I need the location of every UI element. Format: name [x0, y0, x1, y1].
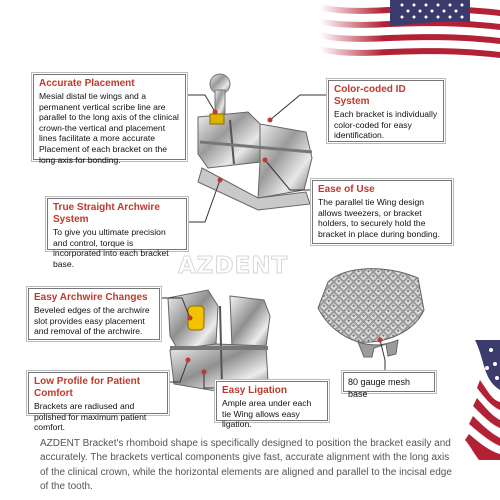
callout-body: To give you ultimate precision and control, torque is incorporated into each bracket base.: [53, 227, 169, 269]
callout-color-coded: [328, 80, 444, 142]
product-description: AZDENT Bracket's rhomboid shape is specifically designed to position the bracket easily and accurately. The brackets vertical components give fast, accurate alignment with the long axis of the clinical crown, while the horizontal elements are aligned and parallel to the incisal edge of the tooth.: [40, 438, 452, 492]
callout-true-straight: [47, 198, 187, 269]
callout-title: Low Profile for Patient Comfort: [34, 376, 141, 399]
callout-title: Easy Ligation: [222, 385, 288, 396]
us-flag-top: [320, 0, 500, 60]
callout-title: Color-coded ID System: [334, 84, 406, 107]
callout-body: Beveled edges of the archwire slot provides easy placement and removal of the archwire.: [34, 305, 150, 337]
callout-title: Ease of Use: [318, 184, 375, 195]
callout-easy-ligation: [216, 381, 328, 430]
callout-body: Ample area under each tie Wing allows easy ligation.: [222, 398, 312, 430]
callout-low-profile: [28, 372, 168, 433]
callout-body: Mesial distal tie wings and a permanent vertical scribe line are parallel to the long axis of the clinical crown-the vertical and placement lines facilitate a more accurate Placement of each bracket on the long axis for bonding.: [39, 91, 179, 165]
callout-accurate-placement: [33, 74, 186, 165]
callout-title: Accurate Placement: [39, 78, 135, 89]
callout-body: Brackets are radiused and polished for maximum patient comfort.: [34, 401, 147, 433]
callout-body: The parallel tie Wing design allows tweezers, or bracket holders, to securely hold the bracket in place during bonding.: [318, 197, 440, 239]
callout-easy-archwire: [28, 288, 160, 340]
callout-title: True Straight Archwire System: [53, 202, 160, 225]
callout-label: 80 gauge mesh base: [348, 377, 411, 399]
mesh-base-image: [314, 262, 430, 358]
callout-body: Each bracket is individually color-coded for easy identification.: [334, 109, 438, 141]
callout-ease-of-use: [312, 180, 452, 244]
bracket-top-image: [188, 72, 320, 212]
callout-mesh-base: [343, 372, 435, 399]
callout-title: Easy Archwire Changes: [34, 292, 148, 303]
us-flag-right: [455, 340, 500, 460]
brand-watermark: AZDENT: [178, 253, 289, 279]
